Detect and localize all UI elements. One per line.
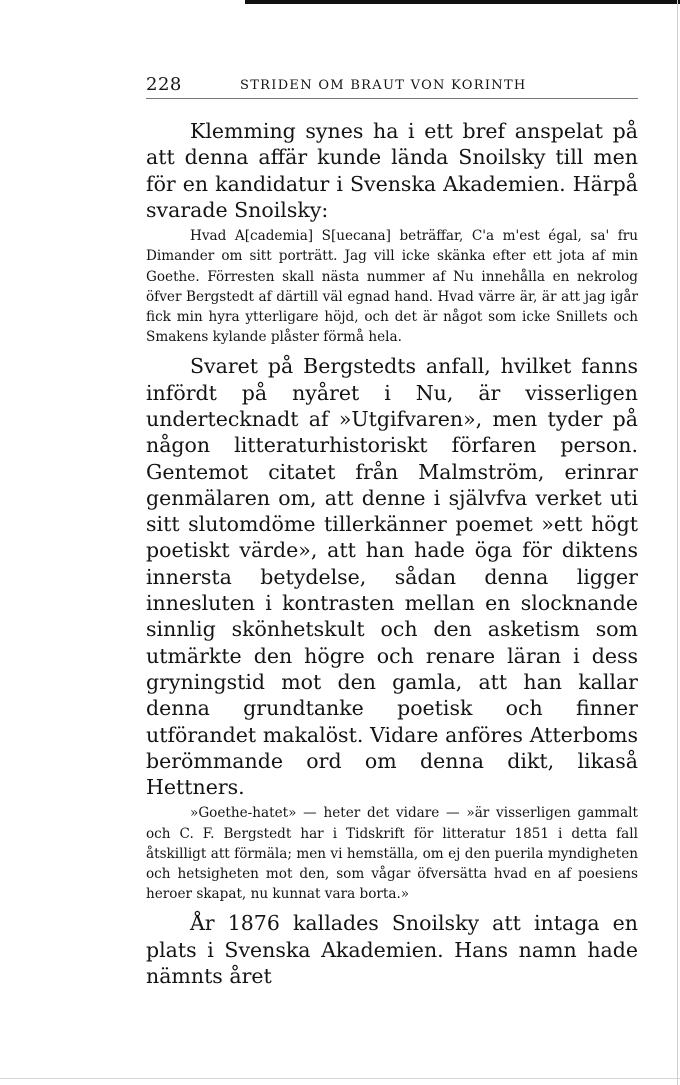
paragraph-3: År 1876 kallades Snoilsky att intaga en plats i Svenska Akademien. Hans namn hade nämnts året [146, 911, 638, 989]
running-title: STRIDEN OM BRAUT VON KORINTH [240, 78, 527, 93]
paragraph-2: Svaret på Bergstedts anfall, hvilket fanns infördt på nyåret i Nu, är visserligen undertecknadt af »Utgifvaren», men tyder på någon litteraturhistoriskt förfaren person. Gentemot citatet från Malmström, erinrar genmälaren om, att denne i självfva verket uti sitt slutomdöme tillerkänner poemet »ett högt poetiskt värde», att han hade öga för diktens innersta betydelse, sådan denna ligger innesluten i kontrasten mellan en slocknande sinnlig skönhetskult och den asketism som utmärkte den högre och renare läran i dess gryningstid mot den gamla, att han kallar denna grundtanke poetisk och finner utförandet makalöst. Vidare anföres Atterboms berömmande ord om denna dikt, likaså Hettners. [146, 354, 638, 800]
bottom-scan-line [0, 1078, 680, 1079]
block-quote-1: Hvad A[cademia] S[uecana] beträffar, C'a m'est égal, sa' fru Dimander om sitt porträtt. Jag vill icke skänka efter ett jota af min Goethe. Förresten skall nästa nummer af Nu innehålla en nekrolog öfver Bergstedt af därtill väl egnad hand. Hvad värre är, är att jag igår fick min hyra ytterligare höjd, och det är något som icke Snillets och Smakens kylande plåster förmå hela. [146, 228, 638, 346]
body-text [146, 118, 638, 989]
top-scan-rule [245, 0, 680, 4]
page-number: 228 [146, 74, 182, 95]
page-header [146, 74, 638, 99]
block-quote-2: »Goethe-hatet» — heter det vidare — »är visserligen gammalt och C. F. Bergstedt har i Tidskrift för litteratur 1851 i detta fall åtskilligt att förmäla; men vi hemställa, om ej den puerila myndigheten och hetsigheten mot den, som vågar öfversätta hvad en af poesiens heroer skapat, nu kunnat vara borta.» [146, 805, 638, 903]
page-edge-line [677, 0, 678, 1085]
paragraph-1: Klemming synes ha i ett bref anspelat på att denna affär kunde lända Snoilsky till men för en kandidatur i Svenska Akademien. Härpå svarade Snoilsky: [146, 119, 638, 222]
